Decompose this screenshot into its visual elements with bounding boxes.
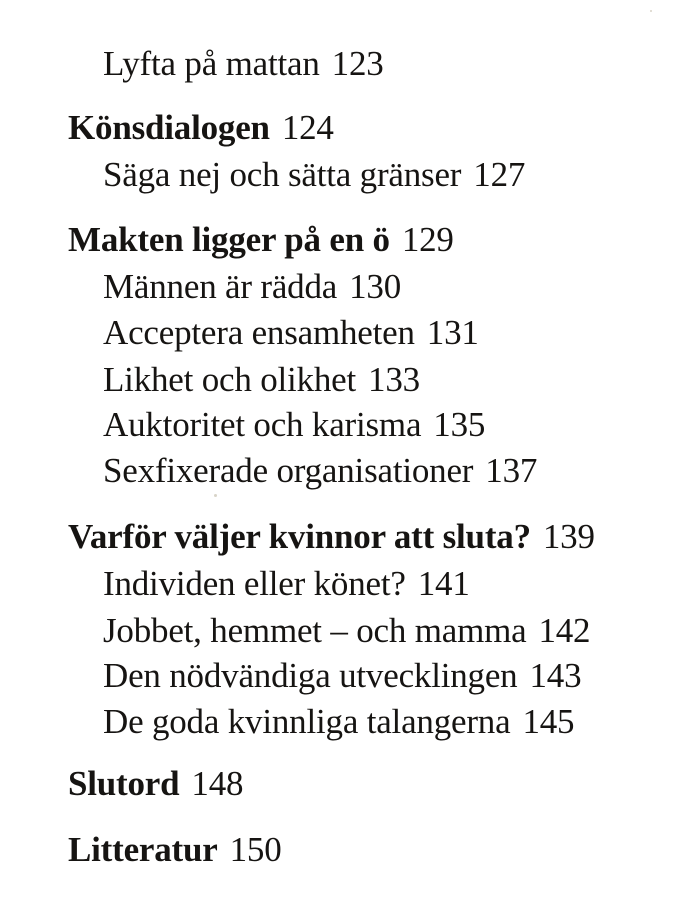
toc-entry <box>103 702 574 742</box>
toc-chapter-page: 124 <box>281 108 334 147</box>
toc-entry-page: 133 <box>368 360 420 399</box>
toc-entry-page: 145 <box>522 702 575 741</box>
toc-entry-title: Likhet och olikhet <box>103 360 357 399</box>
toc-entry <box>103 267 401 307</box>
toc-entry <box>103 611 590 651</box>
paper-speck <box>650 10 652 12</box>
toc-entry-title: Individen eller könet? <box>103 564 406 603</box>
toc-entry <box>103 360 420 400</box>
toc-entry <box>103 451 537 491</box>
toc-entry-page: 130 <box>349 267 402 306</box>
toc-entry-page: 143 <box>529 656 582 695</box>
toc-entry <box>103 564 470 604</box>
toc-chapter-title: Slutord <box>68 764 180 803</box>
toc-chapter-title: Könsdialogen <box>68 108 270 147</box>
toc-chapter <box>68 764 243 804</box>
toc-chapter-title: Varför väljer kvinnor att sluta? <box>68 517 531 556</box>
toc-chapter-title: Makten ligger på en ö <box>68 220 390 259</box>
toc-entry <box>103 656 581 696</box>
toc-chapter-page: 129 <box>401 220 454 259</box>
toc-chapter-page: 148 <box>191 764 244 803</box>
toc-chapter <box>68 830 282 870</box>
toc-entry <box>103 155 525 195</box>
toc-entry-page: 141 <box>417 564 470 603</box>
toc-chapter <box>68 108 334 148</box>
toc-chapter <box>68 220 454 260</box>
toc-entry-page: 142 <box>538 611 591 650</box>
toc-entry-title: Säga nej och sätta gränser <box>103 155 462 194</box>
toc-entry <box>103 405 485 445</box>
toc-entry <box>103 44 384 84</box>
toc-entry-title: Männen är rädda <box>103 267 338 306</box>
toc-chapter-title: Litteratur <box>68 830 218 869</box>
toc-entry-title: Acceptera ensamheten <box>103 313 415 352</box>
toc-entry-title: Lyfta på mattan <box>103 44 320 83</box>
toc-chapter <box>68 517 595 557</box>
toc-entry-page: 137 <box>485 451 538 490</box>
toc-chapter-page: 139 <box>542 517 595 556</box>
toc-entry-title: De goda kvinnliga talangerna <box>103 702 511 741</box>
toc-entry-page: 127 <box>473 155 526 194</box>
toc-chapter-page: 150 <box>229 830 282 869</box>
toc-entry <box>103 313 479 353</box>
toc-entry-title: Jobbet, hemmet – och mamma <box>103 611 527 650</box>
paper-speck <box>214 494 217 497</box>
toc-entry-title: Sexfixerade organisationer <box>103 451 474 490</box>
toc-entry-page: 135 <box>433 405 486 444</box>
toc-entry-page: 131 <box>426 313 479 352</box>
toc-entry-title: Den nödvändiga utvecklingen <box>103 656 518 695</box>
toc-entry-title: Auktoritet och karisma <box>103 405 422 444</box>
toc-entry-page: 123 <box>331 44 384 83</box>
